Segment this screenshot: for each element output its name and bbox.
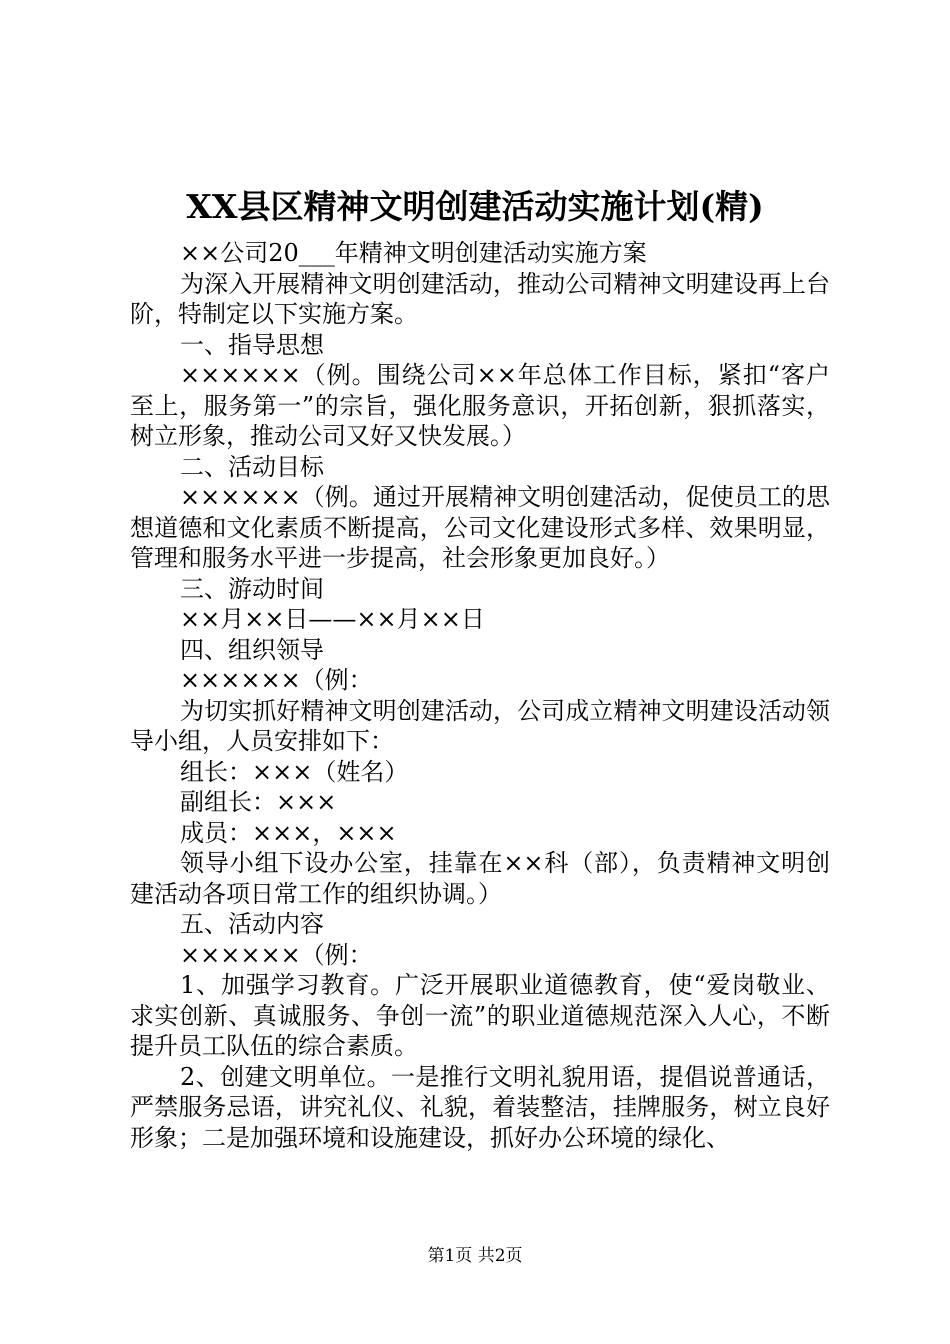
guiding-thought-paragraph: ××××××（例。围绕公司××年总体工作目标，紧扣“客户至上，服务第一”的宗旨，强化服务意识，开拓创新，狠抓落实，树立形象，推动公司又好又快发展。） bbox=[130, 361, 830, 450]
section-heading-activity-content: 五、活动内容 bbox=[180, 910, 324, 938]
subtitle-paragraph: ××公司20___年精神文明创建活动实施方案 bbox=[180, 239, 647, 267]
document-body bbox=[130, 238, 830, 1153]
organization-example-line: ××××××（例： bbox=[180, 666, 373, 694]
content-item-1-paragraph: 1、加强学习教育。广泛开展职业道德教育，使“爱岗敬业、求实创新、真诚服务、争创一流”的职业道德规范深入人心，不断提升员工队伍的综合素质。 bbox=[130, 971, 830, 1060]
section-heading-activity-goals: 二、活动目标 bbox=[180, 452, 324, 481]
deputy-leader-line: 副组长：××× bbox=[180, 788, 337, 816]
intro-paragraph: 为深入开展精神文明创建活动，推动公司精神文明建设再上台阶，特制定以下实施方案。 bbox=[130, 269, 830, 328]
content-item-2-paragraph: 2、创建文明单位。一是推行文明礼貌用语，提倡说普通话，严禁服务忌语，讲究礼仪、礼貌，着装整洁，挂牌服务，树立良好形象；二是加强环境和设施建设，抓好办公环境的绿化、 bbox=[130, 1062, 830, 1152]
office-paragraph: 领导小组下设办公室，挂靠在××科（部），负责精神文明创建活动各项日常工作的组织协调。） bbox=[130, 849, 830, 908]
page-footer: 第1页 共2页 bbox=[427, 1246, 523, 1266]
section-heading-guiding-thought: 一、指导思想 bbox=[180, 330, 324, 359]
activity-goals-paragraph: ××××××（例。通过开展精神文明创建活动，促使员工的思想道德和文化素质不断提高，公司文化建设形式多样、效果明显，管理和服务水平进一步提高，社会形象更加良好。） bbox=[130, 483, 830, 572]
activity-time-paragraph: ××月××日——××月××日 bbox=[180, 605, 485, 633]
section-heading-activity-time: 三、游动时间 bbox=[180, 574, 324, 603]
document-title: XX县区精神文明创建活动实施计划(精) bbox=[186, 187, 764, 226]
activity-content-example-line: ××××××（例： bbox=[180, 940, 373, 969]
section-heading-organization: 四、组织领导 bbox=[180, 635, 324, 664]
team-leader-line: 组长：×××（姓名） bbox=[180, 757, 409, 786]
organization-paragraph: 为切实抓好精神文明创建活动，公司成立精神文明建设活动领导小组，人员安排如下： bbox=[130, 696, 830, 755]
members-line: 成员：×××，××× bbox=[180, 818, 397, 847]
